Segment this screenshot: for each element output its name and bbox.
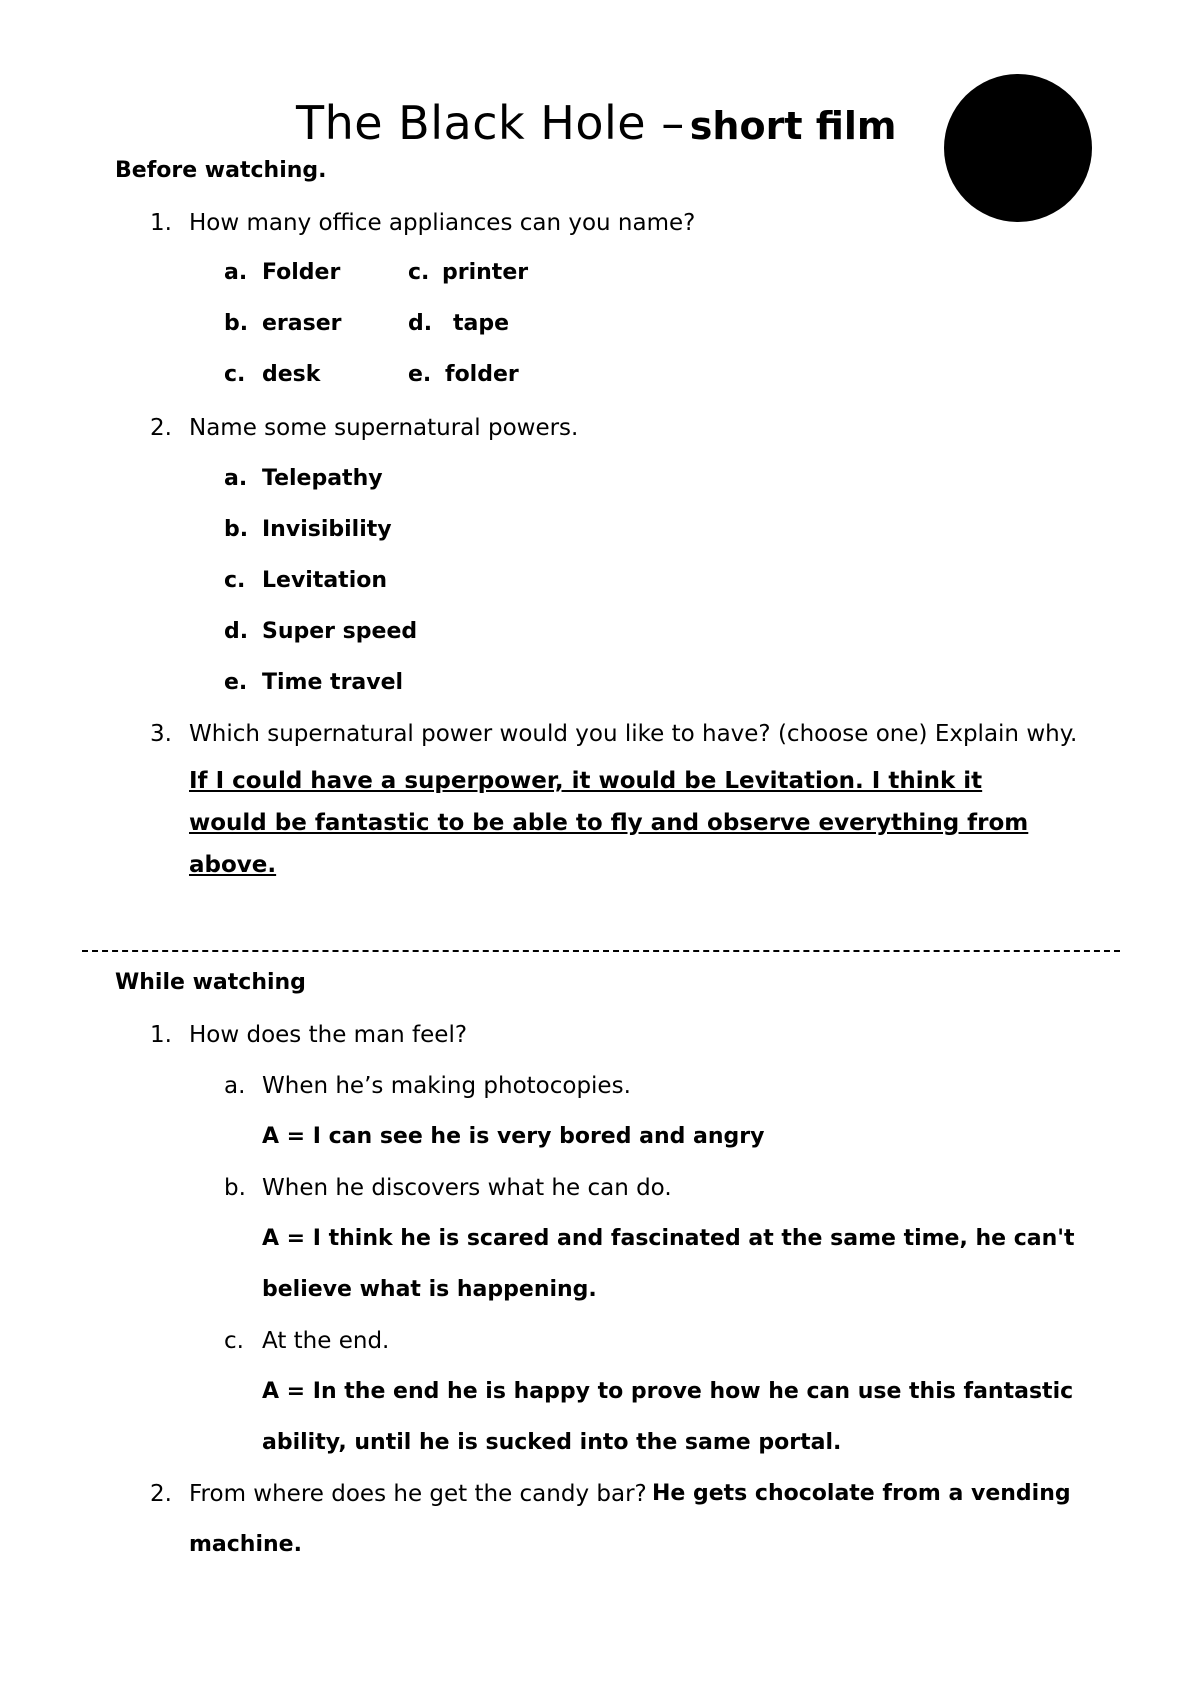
question-text: Which supernatural power would you like to have? (choose one) Explain why. [189, 721, 1078, 747]
option-letter: c. [224, 568, 246, 593]
option-letter: c. [224, 362, 246, 387]
question-text: Name some supernatural powers. [189, 415, 579, 441]
option-text: Levitation [262, 568, 388, 593]
option-letter: d. [408, 311, 433, 336]
option-text: desk [262, 362, 321, 387]
section-heading-before: Before watching. [115, 158, 327, 183]
option-letter: b. [224, 311, 249, 336]
option-letter: b. [224, 517, 249, 542]
title-sub: short film [689, 104, 897, 148]
question-number: 1. [150, 1022, 172, 1048]
answer-line: A = I can see he is very bored and angry [262, 1124, 765, 1149]
black-hole-circle-icon [944, 74, 1092, 222]
option-text: Super speed [262, 619, 418, 644]
option-letter: a. [224, 260, 248, 285]
question-number: 2. [150, 415, 172, 441]
sub-question-letter: a. [224, 1073, 246, 1099]
option-text: Telepathy [262, 466, 383, 491]
question-text: From where does he get the candy bar? [189, 1481, 647, 1507]
question-number: 1. [150, 210, 172, 236]
sub-question-letter: b. [224, 1175, 246, 1201]
option-text: Invisibility [262, 517, 392, 542]
sub-question-letter: c. [224, 1328, 244, 1354]
option-letter: d. [224, 619, 249, 644]
question-number: 3. [150, 721, 172, 747]
sub-question-text: When he’s making photocopies. [262, 1073, 631, 1099]
answer-line: If I could have a superpower, it would be Levitation. I think it [189, 768, 983, 794]
option-letter: e. [408, 362, 432, 387]
title-main: The Black Hole – [296, 96, 685, 150]
sub-question-text: At the end. [262, 1328, 390, 1354]
answer-line: ability, until he is sucked into the same portal. [262, 1430, 842, 1455]
option-letter: a. [224, 466, 248, 491]
option-text: Time travel [262, 670, 404, 695]
answer-line: He gets chocolate from a vending [652, 1481, 1071, 1506]
answer-line: A = I think he is scared and fascinated at the same time, he can't [262, 1226, 1075, 1251]
answer-line: machine. [189, 1532, 302, 1557]
answer-line: A = In the end he is happy to prove how he can use this fantastic [262, 1379, 1074, 1404]
option-text: eraser [262, 311, 342, 336]
option-text: printer [442, 260, 529, 285]
sub-question-text: When he discovers what he can do. [262, 1175, 672, 1201]
option-text: tape [453, 311, 510, 336]
option-text: Folder [262, 260, 341, 285]
question-text: How does the man feel? [189, 1022, 468, 1048]
answer-line: above. [189, 852, 277, 878]
page-title [296, 96, 897, 150]
answer-line: would be fantastic to be able to fly and observe everything from [189, 810, 1029, 836]
option-letter: e. [224, 670, 248, 695]
question-number: 2. [150, 1481, 172, 1507]
section-divider [82, 950, 1120, 952]
option-text: folder [445, 362, 519, 387]
answer-line: believe what is happening. [262, 1277, 597, 1302]
section-heading-while: While watching [115, 970, 306, 995]
option-letter: c. [408, 260, 430, 285]
question-text: How many office appliances can you name? [189, 210, 696, 236]
